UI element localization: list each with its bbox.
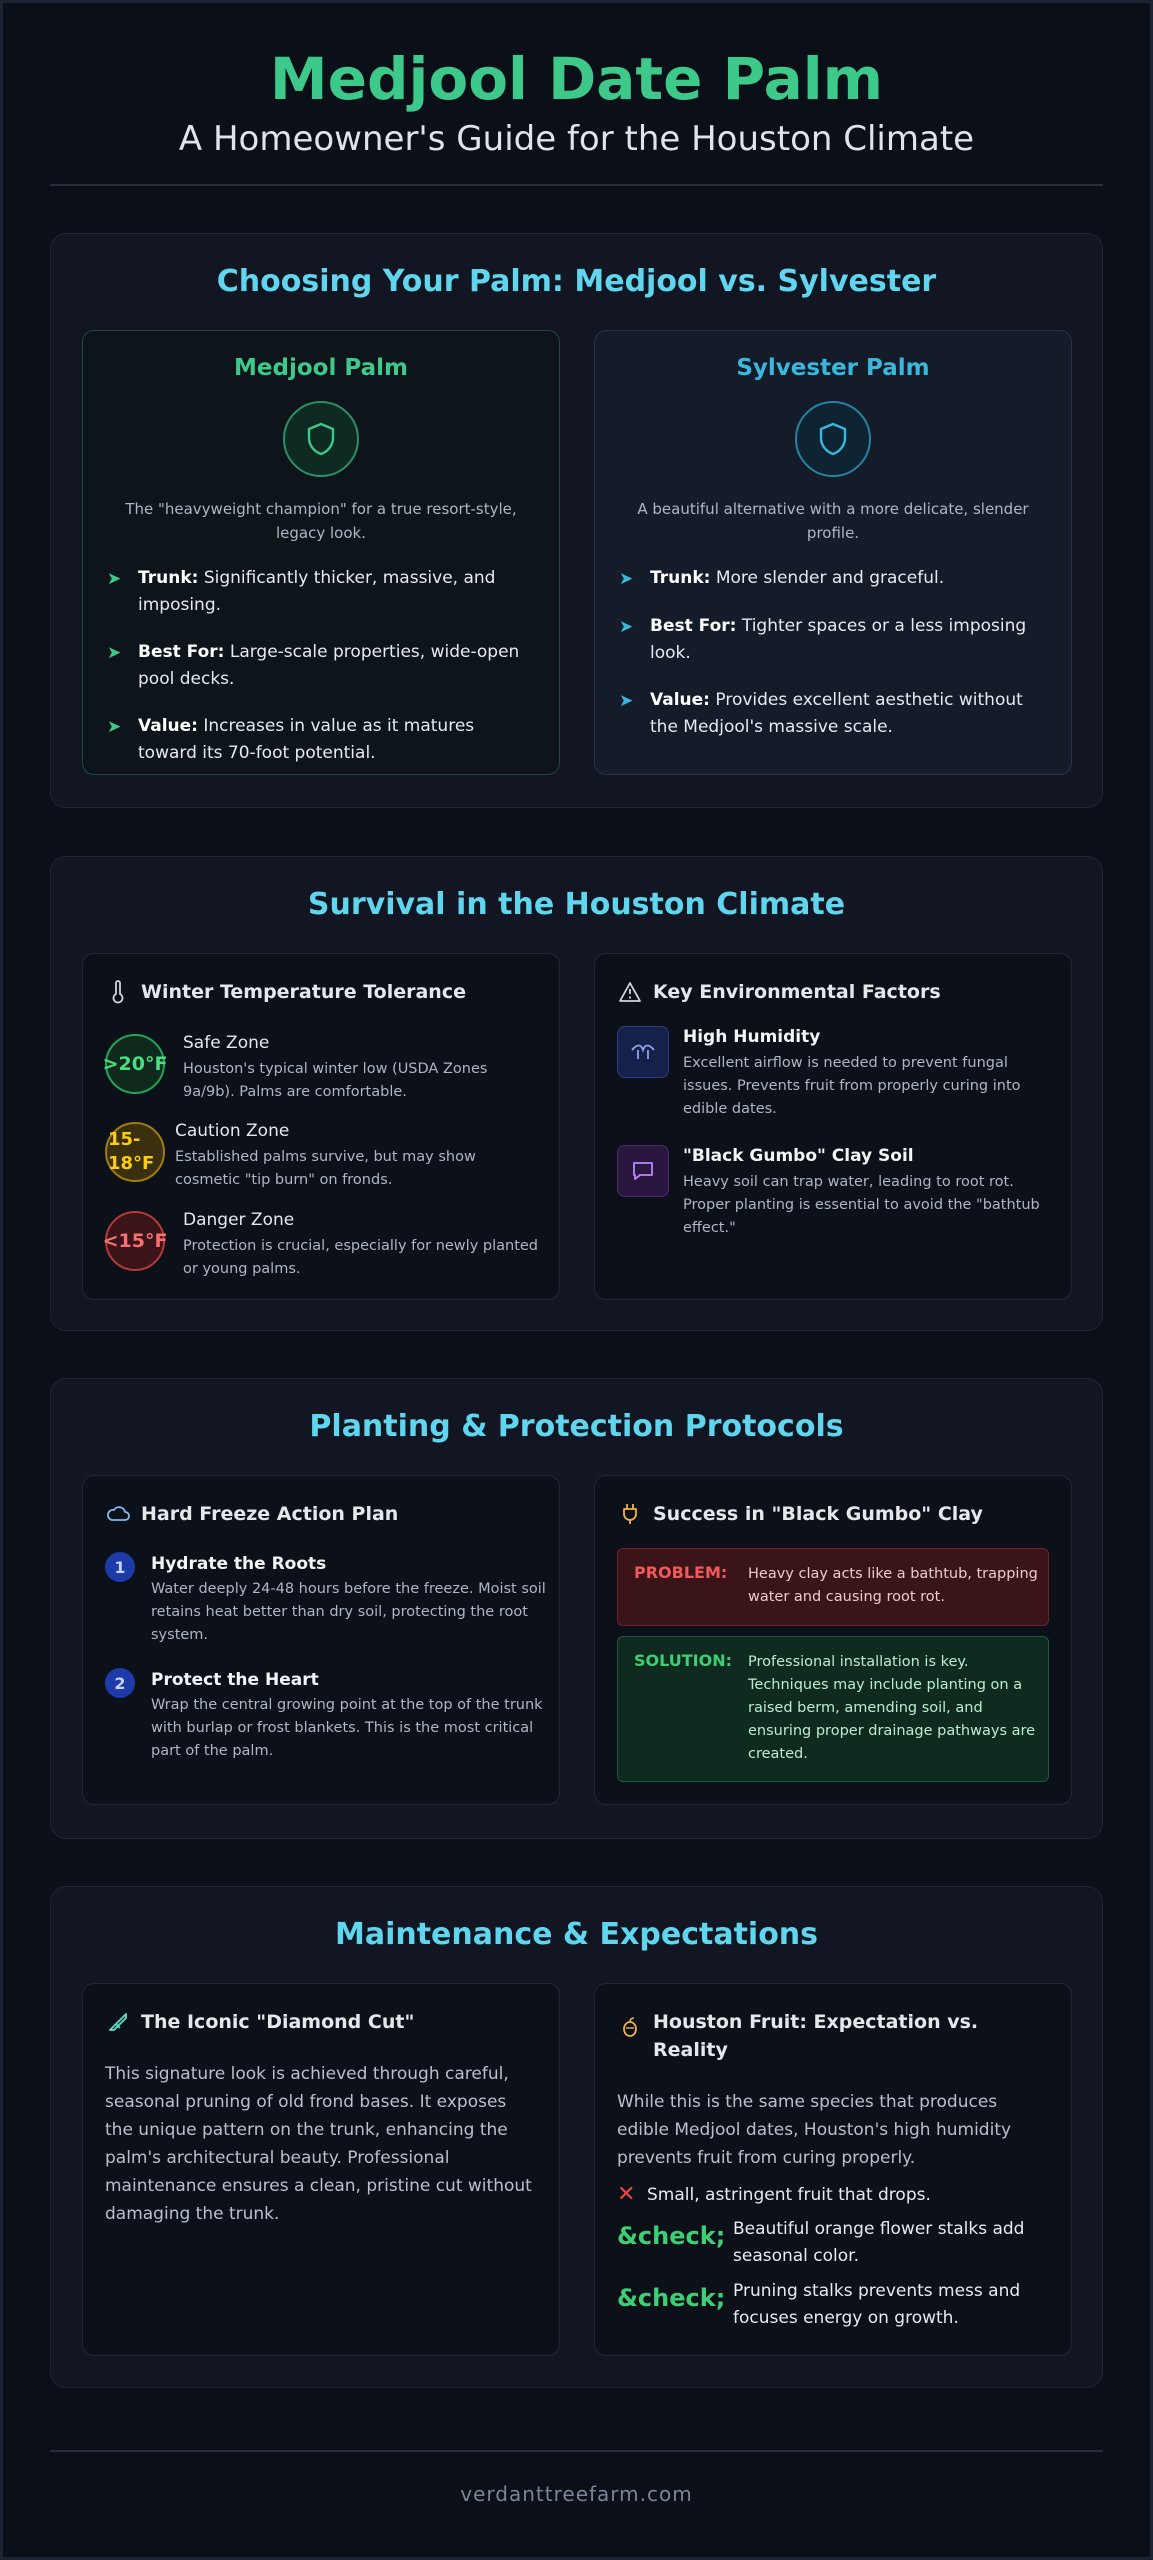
arrow-icon: ➤ xyxy=(107,569,122,589)
shield-icon xyxy=(283,401,359,477)
medjool-feature-list xyxy=(107,565,535,767)
fruit-item-text: Pruning stalks prevents mess and focuses energy on growth. xyxy=(733,2281,1021,2328)
freeze-plan-card xyxy=(82,1475,560,1805)
shield-icon xyxy=(795,401,871,477)
section-choosing xyxy=(50,233,1103,808)
section-title-maintenance: Maintenance & Expectations xyxy=(334,1917,819,1952)
winter-card-header xyxy=(105,978,537,1006)
section-title-choosing: Choosing Your Palm: Medjool vs. Sylvester xyxy=(216,264,937,299)
zone-description: Established palms survive, but may show cosmetic "tip burn" on fronds. xyxy=(175,1149,476,1188)
step-description: Wrap the central growing point at the top of the trunk with burlap or frost blankets. This is the most critical part of the palm. xyxy=(151,1697,543,1759)
diamond-card-title: The Iconic "Diamond Cut" xyxy=(141,2011,415,2033)
header-divider xyxy=(50,184,1103,186)
factor-description: Heavy soil can trap water, leading to root rot. Proper planting is essential to avoid the "bathtub effect." xyxy=(683,1174,1040,1236)
fruit-item-text: Small, astringent fruit that drops. xyxy=(647,2185,931,2205)
arrow-icon: ➤ xyxy=(107,643,122,663)
footer-divider xyxy=(50,2450,1103,2452)
zone-name: Danger Zone xyxy=(183,1210,295,1230)
section-maintenance xyxy=(50,1886,1103,2388)
arrow-icon: ➤ xyxy=(619,617,634,637)
thermometer-icon xyxy=(105,979,131,1005)
factor-title: "Black Gumbo" Clay Soil xyxy=(683,1146,914,1166)
list-item: ➤ Best For: Large-scale properties, wide-open pool decks. xyxy=(107,639,535,693)
step-title: Protect the Heart xyxy=(151,1670,319,1690)
sylvester-feature-list xyxy=(619,565,1047,741)
section-survival xyxy=(50,856,1103,1331)
page-subtitle: A Homeowner's Guide for the Houston Climate xyxy=(178,119,975,159)
zone-name: Safe Zone xyxy=(183,1033,270,1053)
fruit-card-title: Houston Fruit: Expectation vs. Reality xyxy=(653,2011,979,2061)
problem-box xyxy=(617,1548,1049,1626)
factors-card-header xyxy=(617,978,1049,1006)
diamond-description: This signature look is achieved through careful, seasonal pruning of old frond bases. It exposes the unique pattern on the trunk, enhancing the palm's architectural beauty. Professional maintenance ensures a clean, pristine cut without damaging the trunk. xyxy=(105,2064,532,2224)
list-item: ➤ Best For: Tighter spaces or a less imposing look. xyxy=(619,613,1047,667)
fruit-item-text: Beautiful orange flower stalks add seasonal color. xyxy=(733,2219,1025,2266)
page-title: Medjool Date Palm xyxy=(269,45,884,113)
diamond-card-header xyxy=(105,2008,537,2036)
freeze-card-header xyxy=(105,1500,537,1528)
section-planting xyxy=(50,1378,1103,1839)
list-item: ➤ Value: Provides excellent aesthetic without the Medjool's massive scale. xyxy=(619,687,1047,741)
fruit-card-header xyxy=(617,2008,1049,2064)
zone-name: Caution Zone xyxy=(175,1121,290,1141)
zone-description: Houston's typical winter low (USDA Zones 9a/9b). Palms are comfortable. xyxy=(183,1061,488,1100)
warning-triangle-icon xyxy=(617,979,643,1005)
pruning-knife-icon xyxy=(105,2009,131,2035)
solution-box xyxy=(617,1636,1049,1782)
zone-description: Protection is crucial, especially for newly planted or young palms. xyxy=(183,1238,539,1277)
problem-text: Heavy clay acts like a bathtub, trapping water and causing root rot. xyxy=(748,1566,1038,1605)
sylvester-card xyxy=(594,330,1072,775)
winter-tolerance-card xyxy=(82,953,560,1300)
step-number: 1 xyxy=(105,1552,135,1582)
list-item: ➤ Value: Increases in value as it matures toward its 70-foot potential. xyxy=(107,713,535,767)
arrow-icon: ➤ xyxy=(107,717,122,737)
footer-url: verdanttreefarm.com xyxy=(460,2482,693,2506)
temp-badge: >20°F xyxy=(105,1034,165,1094)
humidity-icon xyxy=(617,1026,669,1078)
message-square-icon xyxy=(617,1145,669,1197)
factor-title: High Humidity xyxy=(683,1027,821,1047)
winter-card-title: Winter Temperature Tolerance xyxy=(141,981,466,1003)
temp-badge: 15-18°F xyxy=(105,1122,165,1182)
clay-card-title: Success in "Black Gumbo" Clay xyxy=(653,1503,983,1525)
section-title-survival: Survival in the Houston Climate xyxy=(307,887,846,922)
list-item: ➤ Trunk: Significantly thicker, massive, and imposing. xyxy=(107,565,535,619)
medjool-name: Medjool Palm xyxy=(234,355,408,381)
step-title: Hydrate the Roots xyxy=(151,1554,327,1574)
freeze-card-title: Hard Freeze Action Plan xyxy=(141,1503,399,1525)
cloud-icon xyxy=(105,1501,131,1527)
date-fruit-icon xyxy=(617,2014,643,2040)
clay-card-header xyxy=(617,1500,1049,1528)
solution-text: Professional installation is key. Techniques may include planting on a raised berm, amending soil, and ensuring proper drainage pathways are created. xyxy=(748,1654,1036,1762)
temp-badge: <15°F xyxy=(105,1211,165,1271)
check-icon: &check; xyxy=(617,2284,726,2312)
cross-icon: ✕ xyxy=(617,2182,636,2207)
solution-label: SOLUTION: xyxy=(634,1651,732,1670)
step-description: Water deeply 24-48 hours before the freeze. Moist soil retains heat better than dry soil, protecting the root system. xyxy=(151,1581,546,1643)
step-number: 2 xyxy=(105,1668,135,1698)
environmental-factors-card xyxy=(594,953,1072,1300)
clay-success-card xyxy=(594,1475,1072,1805)
plug-icon xyxy=(617,1501,643,1527)
problem-label: PROBLEM: xyxy=(634,1563,728,1582)
diamond-cut-card xyxy=(82,1983,560,2356)
sylvester-description: A beautiful alternative with a more delicate, slender profile. xyxy=(637,500,1029,542)
fruit-expectation-card xyxy=(594,1983,1072,2356)
list-item: ➤ Trunk: More slender and graceful. xyxy=(619,565,1047,593)
sylvester-name: Sylvester Palm xyxy=(736,355,930,381)
medjool-card xyxy=(82,330,560,775)
factors-card-title: Key Environmental Factors xyxy=(653,981,941,1003)
check-icon: &check; xyxy=(617,2222,726,2250)
arrow-icon: ➤ xyxy=(619,569,634,589)
medjool-description: The "heavyweight champion" for a true resort-style, legacy look. xyxy=(125,500,517,542)
section-title-planting: Planting & Protection Protocols xyxy=(309,1409,844,1444)
fruit-intro: While this is the same species that produces edible Medjool dates, Houston's high humidity prevents fruit from curing properly. xyxy=(617,2092,1012,2168)
factor-description: Excellent airflow is needed to prevent fungal issues. Prevents fruit from properly curing into edible dates. xyxy=(683,1055,1021,1117)
arrow-icon: ➤ xyxy=(619,691,634,711)
